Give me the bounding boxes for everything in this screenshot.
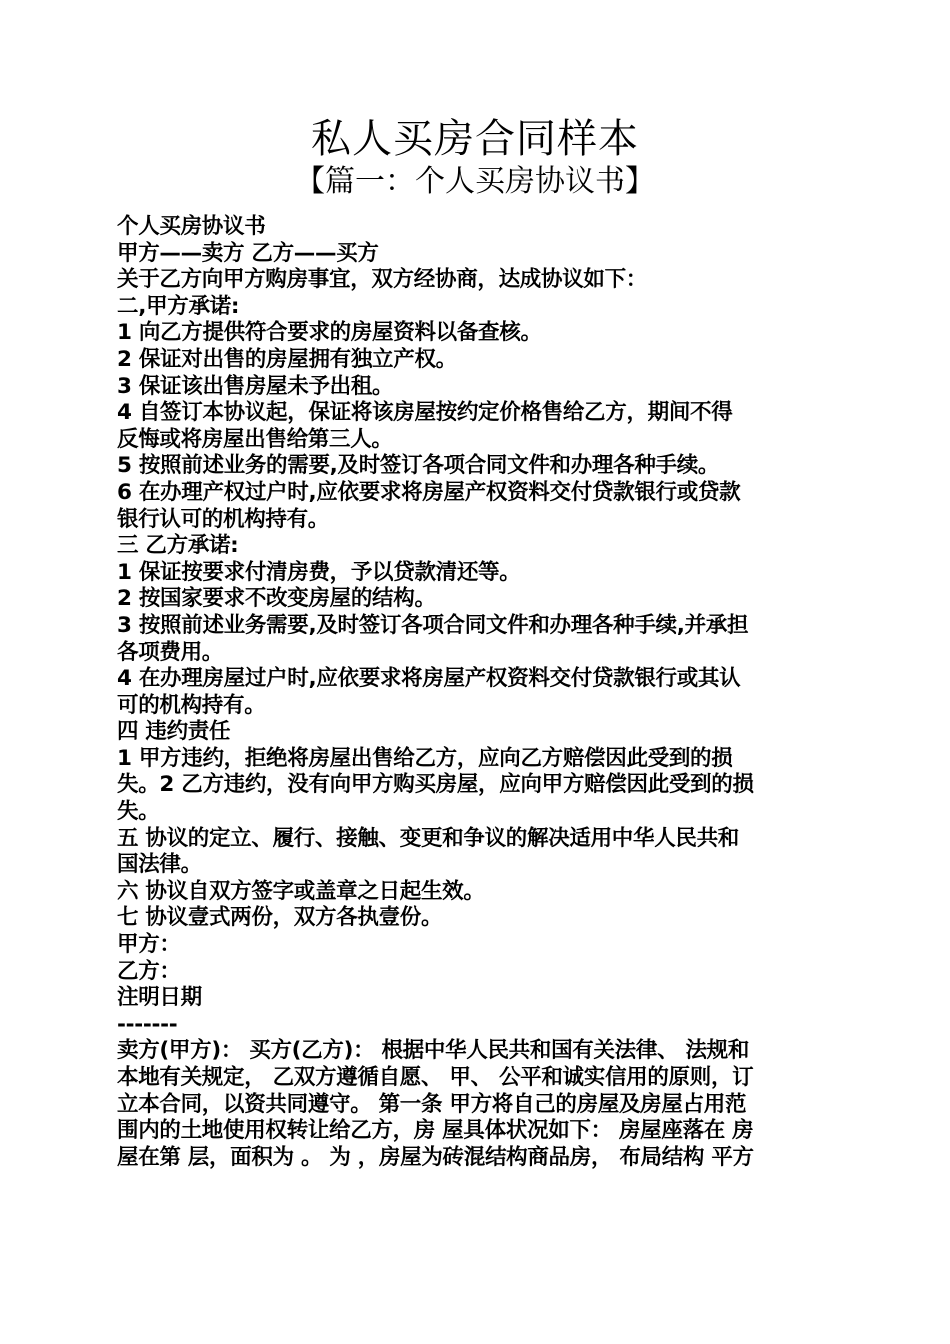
document-body xyxy=(117,214,832,1171)
text-line: 本地有关规定， 乙双方遵循自愿、 甲、 公平和诚实信用的原则，订 xyxy=(117,1065,754,1090)
text-line: 反悔或将房屋出售给第三人。 xyxy=(117,426,393,452)
text-line: 可的机构持有。 xyxy=(117,692,266,718)
text-line: 七 协议壹式两份，双方各执壹份。 xyxy=(117,905,443,931)
text-line: 六 协议自双方签字或盖章之日起生效。 xyxy=(117,878,485,904)
text-line: 1 向乙方提供符合要求的房屋资料以备查核。 xyxy=(117,320,542,346)
document-subtitle: 【篇一：个人买房协议书】 xyxy=(295,164,655,199)
text-line: 3 按照前述业务需要,及时签订各项合同文件和办理各种手续,并承担 xyxy=(117,612,749,638)
text-line: 四 违约责任 xyxy=(117,719,231,745)
text-line: 4 自签订本协议起，保证将该房屋按约定价格售给乙方，期间不得 xyxy=(117,400,733,426)
text-line: 个人买房协议书 xyxy=(117,214,266,239)
text-line: 五 协议的定立、履行、接触、变更和争议的解决适用中华人民共和 xyxy=(117,825,739,851)
text-line: 甲方： xyxy=(117,932,181,958)
text-line: 屋在第 层，面积为 。 为 ，房屋为砖混结构商品房， 布局结构 平方 xyxy=(117,1144,754,1170)
text-line: 国法律。 xyxy=(117,852,202,878)
text-line: 3 保证该出售房屋未予出租。 xyxy=(117,373,394,399)
text-line: 卖方(甲方)： 买方(乙方)： 根据中华人民共和国有关法律、 法规和 xyxy=(117,1038,750,1064)
text-line: 2 保证对出售的房屋拥有独立产权。 xyxy=(117,346,457,372)
text-line: 各项费用。 xyxy=(117,639,224,665)
text-line: 注明日期 xyxy=(117,985,202,1011)
text-line: 围内的土地使用权转让给乙方，房 屋具体状况如下： 房屋座落在 房 xyxy=(117,1118,754,1144)
text-line: 关于乙方向甲方购房事宜，双方经协商，达成协议如下： xyxy=(117,267,648,293)
text-line: 失。 xyxy=(117,799,160,825)
text-line: 银行认可的机构持有。 xyxy=(117,506,330,532)
text-line: 1 保证按要求付清房费，予以贷款清还等。 xyxy=(117,559,521,585)
text-line: 立本合同，以资共同遵守。 第一条 甲方将自己的房屋及房屋占用范 xyxy=(117,1091,747,1117)
text-line: 4 在办理房屋过户时,应依要求将房屋产权资料交付贷款银行或其认 xyxy=(117,666,741,692)
text-line: ------- xyxy=(117,1011,178,1037)
text-line: 三 乙方承诺: xyxy=(117,533,239,559)
text-line: 6 在办理产权过户时,应依要求将房屋产权资料交付贷款银行或贷款 xyxy=(117,479,741,505)
text-line: 甲方——卖方 乙方——买方 xyxy=(117,240,379,266)
text-line: 2 按国家要求不改变房屋的结构。 xyxy=(117,586,436,612)
text-line: 二,甲方承诺: xyxy=(117,293,240,319)
text-line: 失。2 乙方违约，没有向甲方购买房屋，应向甲方赔偿因此受到的损 xyxy=(117,772,754,798)
document-title: 私人买房合同样本 xyxy=(311,116,639,162)
text-line: 乙方： xyxy=(117,958,181,984)
text-line: 5 按照前述业务的需要,及时签订各项合同文件和办理各种手续。 xyxy=(117,453,720,479)
text-line: 1 甲方违约，拒绝将房屋出售给乙方，应向乙方赔偿因此受到的损 xyxy=(117,745,733,771)
